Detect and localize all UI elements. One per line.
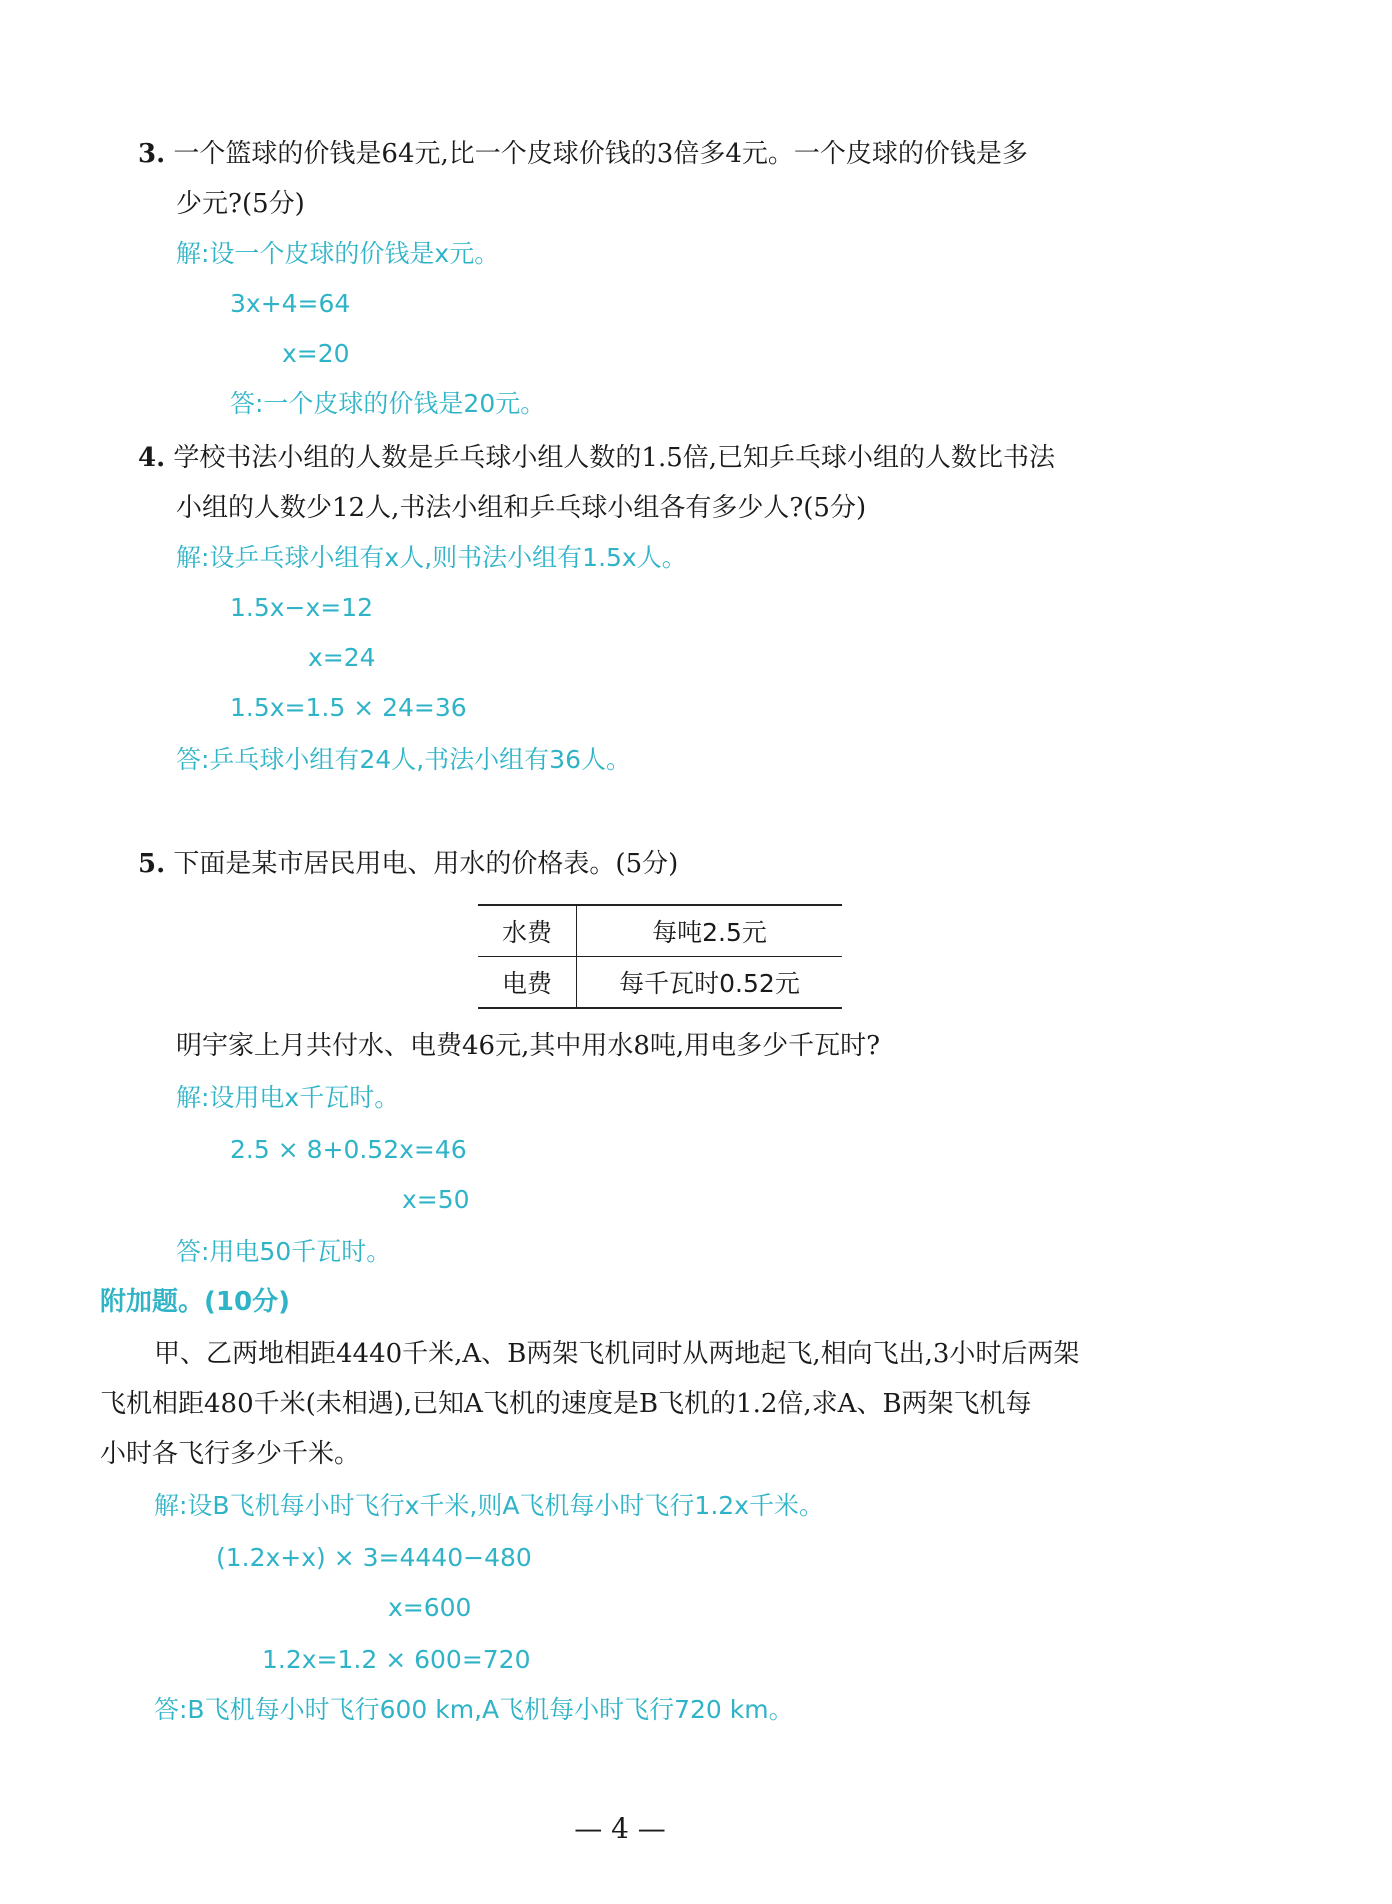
q3-solution-setup: 解:设一个皮球的价钱是x元。 (176, 239, 500, 268)
q3-equation-1: 3x+4=64 (230, 289, 351, 318)
q3-line-2: 少元?(5分) (176, 189, 305, 219)
bonus-line-1: 甲、乙两地相距4440千米,A、B两架飞机同时从两地起飞,相向飞出,3小时后两架 (154, 1339, 1080, 1369)
q5-line-2: 明宇家上月共付水、电费46元,其中用水8吨,用电多少千瓦时? (176, 1031, 881, 1061)
q5-line-1 (138, 844, 678, 884)
q5-equation-2: x=50 (402, 1185, 470, 1214)
q4-equation-3: 1.5x=1.5 × 24=36 (230, 693, 467, 722)
q4-line-2: 小组的人数少12人,书法小组和乒乓球小组各有多少人?(5分) (176, 493, 867, 523)
q5-solution-setup: 解:设用电x千瓦时。 (176, 1083, 400, 1112)
bonus-equation-1: (1.2x+x) × 3=4440−480 (216, 1543, 532, 1572)
price-table (478, 904, 842, 1009)
bonus-heading: 附加题。(10分) (100, 1287, 290, 1317)
bonus-line-2: 飞机相距480千米(未相遇),已知A飞机的速度是B飞机的1.2倍,求A、B两架飞机每 (100, 1389, 1032, 1419)
table-row (478, 905, 842, 957)
table-cell-price: 每千瓦时0.52元 (577, 957, 843, 1009)
q3-line-1 (138, 134, 1028, 174)
q3-number: 3. (138, 139, 166, 169)
bonus-equation-3: 1.2x=1.2 × 600=720 (262, 1645, 531, 1674)
q5-text-1: 下面是某市居民用电、用水的价格表。(5分) (173, 849, 679, 879)
table-cell-item: 水费 (478, 905, 577, 957)
q4-text-1: 学校书法小组的人数是乒乓球小组人数的1.5倍,已知乒乓球小组的人数比书法 (173, 443, 1056, 473)
page-number: — 4 — (574, 1812, 666, 1845)
q4-number: 4. (138, 443, 166, 473)
table-cell-item: 电费 (478, 957, 577, 1009)
q3-text-1: 一个篮球的价钱是64元,比一个皮球价钱的3倍多4元。一个皮球的价钱是多 (173, 139, 1028, 169)
bonus-solution-setup: 解:设B飞机每小时飞行x千米,则A飞机每小时飞行1.2x千米。 (154, 1491, 824, 1520)
bonus-line-3: 小时各飞行多少千米。 (100, 1439, 361, 1469)
bonus-answer: 答:B飞机每小时飞行600 km,A飞机每小时飞行720 km。 (154, 1695, 794, 1724)
q4-solution-setup: 解:设乒乓球小组有x人,则书法小组有1.5x人。 (176, 543, 687, 572)
q4-answer: 答:乒乓球小组有24人,书法小组有36人。 (176, 745, 631, 774)
q4-line-1 (138, 438, 1055, 478)
q5-answer: 答:用电50千瓦时。 (176, 1237, 392, 1266)
table-row (478, 957, 842, 1009)
q3-equation-2: x=20 (282, 339, 350, 368)
q5-number: 5. (138, 849, 166, 879)
table-cell-price: 每吨2.5元 (652, 918, 767, 947)
q3-answer: 答:一个皮球的价钱是20元。 (230, 389, 546, 418)
q5-equation-1: 2.5 × 8+0.52x=46 (230, 1135, 467, 1164)
q4-equation-1: 1.5x−x=12 (230, 593, 374, 622)
q4-equation-2: x=24 (308, 643, 376, 672)
bonus-equation-2: x=600 (388, 1593, 472, 1622)
